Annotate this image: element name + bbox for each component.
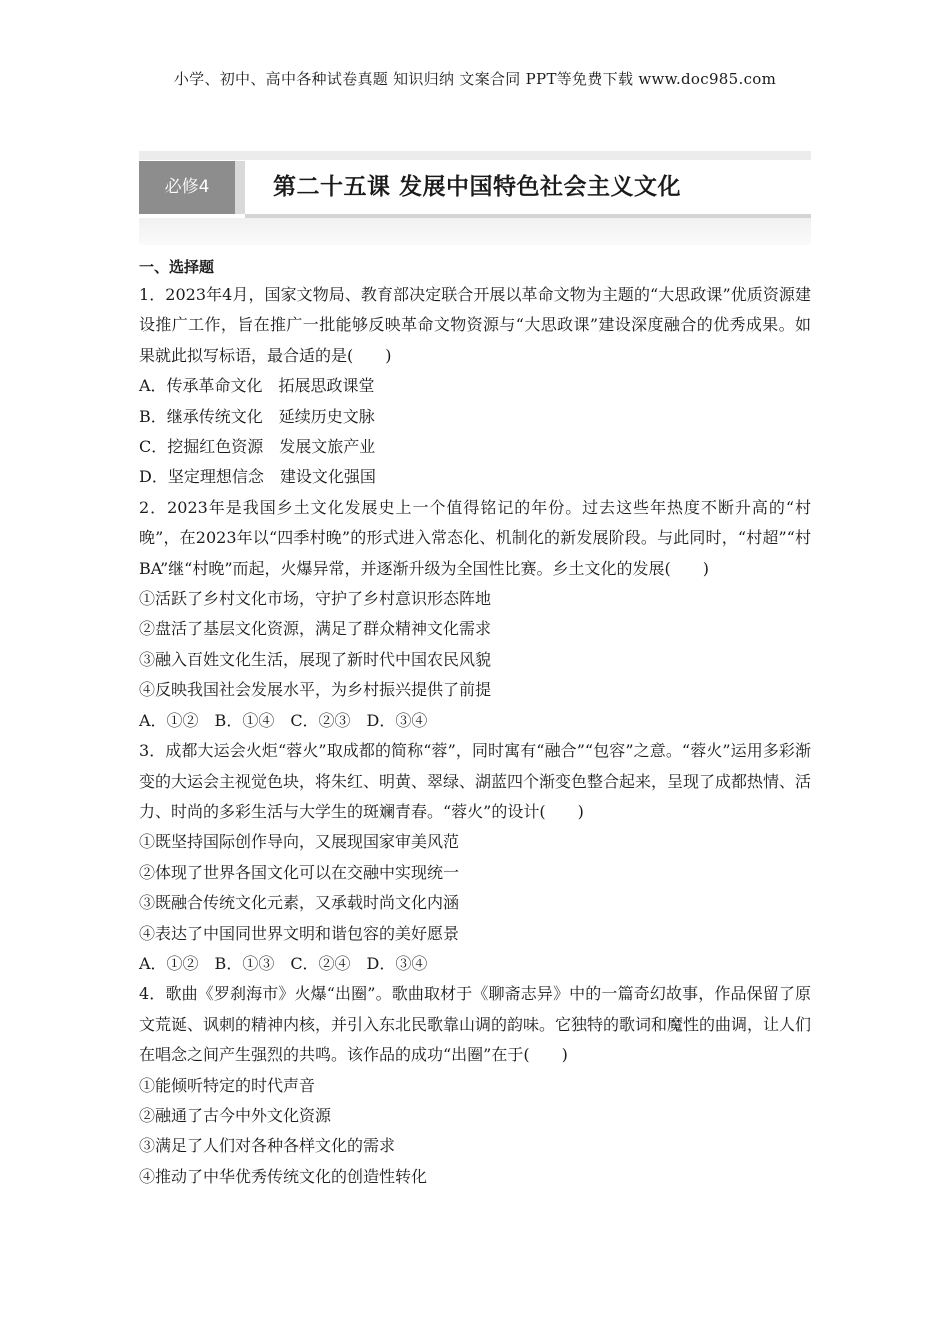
- statement-item: ③融入百姓文化生活，展现了新时代中国农民风貌: [139, 649, 492, 669]
- module-tag: 必修4: [139, 161, 235, 214]
- lesson-banner: [139, 151, 811, 245]
- statement-item: ②体现了世界各国文化可以在交融中实现统一: [139, 862, 460, 882]
- question-4: [139, 979, 811, 1192]
- question-1: [139, 280, 811, 493]
- statement-item: ①既坚持国际创作导向，又展现国家审美风范: [139, 832, 460, 852]
- statement-item: ③满足了人们对各种各样文化的需求: [139, 1136, 396, 1156]
- statement-item: ①能倾听特定的时代声音: [139, 1075, 316, 1095]
- question-stem: 2．2023年是我国乡土文化发展史上一个值得铭记的年份。过去这些年热度不断升高的“村晚”，在2023年以“四季村晚”的形式进入常态化、机制化的新发展阶段。与此同时，“村超”“村BA”继“村晚”而起，火爆异常，并逐渐升级为全国性比赛。乡土文化的发展( ): [139, 497, 811, 578]
- lesson-title: 第二十五课 发展中国特色社会主义文化: [245, 161, 811, 214]
- statement-item: ④推动了中华优秀传统文化的创造性转化: [139, 1166, 428, 1186]
- answer-option: C．挖掘红色资源 发展文旅产业: [139, 437, 376, 457]
- answer-option: D．坚定理想信念 建设文化强国: [139, 467, 376, 487]
- worksheet-content: [139, 254, 811, 1192]
- question-2: [139, 493, 811, 736]
- question-stem: 3．成都大运会火炬“蓉火”取成都的简称“蓉”，同时寓有“融合”“包容”之意。“蓉火”运用多彩渐变的大运会主视觉色块，将朱红、明黄、翠绿、湖蓝四个渐变色整合起来，呈现了成都热情、活力、时尚的多彩生活与大学生的斑斓青春。“蓉火”的设计( ): [139, 741, 812, 821]
- question-stem: 1．2023年4月，国家文物局、教育部决定联合开展以革命文物为主题的“大思政课”优质资源建设推广工作，旨在推广一批能够反映革命文物资源与“大思政课”建设深度融合的优秀成果。如果就此拟写标语，最合适的是( ): [139, 285, 811, 365]
- answer-option: A．传承革命文化 拓展思政课堂: [139, 376, 375, 396]
- statement-item: ③既融合传统文化元素，又承载时尚文化内涵: [139, 893, 460, 913]
- question-stem: 4．歌曲《罗刹海市》火爆“出圈”。歌曲取材于《聊斋志异》中的一篇奇幻故事，作品保留了原文荒诞、讽刺的精神内核，并引入东北民歌靠山调的韵味。它独特的歌词和魔性的曲调，让人们在唱念之间产生强烈的共鸣。该作品的成功“出圈”在于( ): [139, 984, 812, 1065]
- site-header-note: 小学、初中、高中各种试卷真题 知识归纳 文案合同 PPT等免费下载 www.doc985.com: [173, 70, 777, 88]
- statement-item: ④反映我国社会发展水平，为乡村振兴提供了前提: [139, 680, 492, 700]
- section-title: 一、选择题: [139, 258, 215, 276]
- statement-item: ②盘活了基层文化资源，满足了群众精神文化需求: [139, 619, 492, 639]
- statement-item: ①活跃了乡村文化市场，守护了乡村意识形态阵地: [139, 589, 492, 609]
- answer-options: A．①② B．①③ C．②④ D．③④: [139, 953, 428, 973]
- banner-bottom-strip: [139, 218, 811, 245]
- question-3: [139, 736, 811, 979]
- statement-item: ④表达了中国同世界文明和谐包容的美好愿景: [139, 923, 460, 943]
- statement-item: ②融通了古今中外文化资源: [139, 1105, 332, 1125]
- answer-options: A．①② B．①④ C．②③ D．③④: [139, 710, 428, 730]
- banner-top-strip: [139, 151, 811, 160]
- banner-divider: [235, 161, 245, 214]
- answer-option: B．继承传统文化 延续历史文脉: [139, 406, 375, 426]
